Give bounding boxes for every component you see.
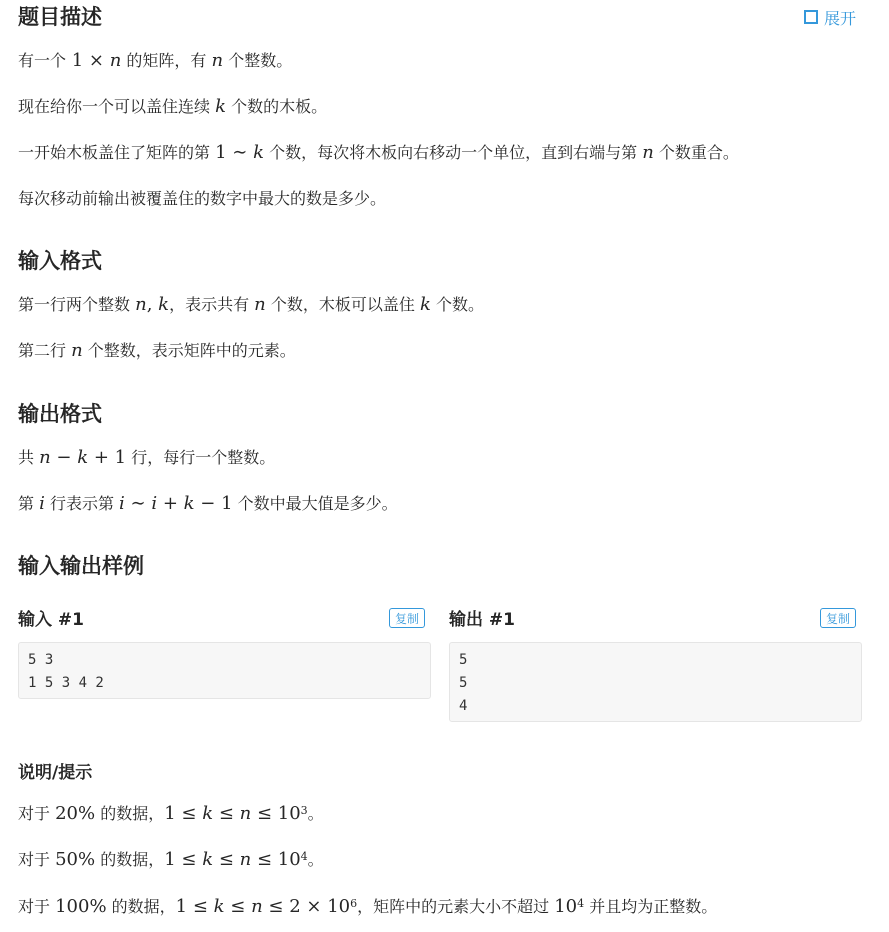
description-line-3: 一开始木板盖住了矩阵的第 1 ∼ k 个数，每次将木板向右移动一个单位，直到右端与第 n 个数重合。 <box>18 142 739 163</box>
output-format-line-2: 第 i 行表示第 i ∼ i + k − 1 个数中最大值是多少。 <box>18 493 398 514</box>
input-format-heading: 输入格式 <box>18 249 102 273</box>
description-line-2: 现在给你一个可以盖住连续 k 个数的木板。 <box>18 96 328 117</box>
sample-output-box[interactable]: 5 5 4 <box>449 642 862 722</box>
copy-input-button[interactable]: 复制 <box>389 608 425 628</box>
hint-line-2: 对于 50% 的数据，$1 \le k \le n \le 10^4$。 <box>18 849 324 870</box>
output-format-heading: 输出格式 <box>18 402 102 426</box>
description-line-1: 有一个 1 × n 的矩阵，有 n 个整数。 <box>18 50 293 71</box>
output-format-line-1: 共 n − k + 1 行，每行一个整数。 <box>18 447 276 468</box>
description-line-4: 每次移动前输出被覆盖住的数字中最大的数是多少。 <box>18 189 387 208</box>
input-format-line-1: 第一行两个整数 n, k，表示共有 n 个数，木板可以盖住 k 个数。 <box>18 294 484 315</box>
hints-heading: 说明/提示 <box>18 763 93 783</box>
samples-heading: 输入输出样例 <box>18 554 144 578</box>
description-heading: 题目描述 <box>18 5 102 29</box>
expand-button[interactable] <box>803 4 856 30</box>
expand-label: 展开 <box>824 8 857 28</box>
sample-input-label: 输入 #1 <box>18 610 84 630</box>
hint-line-1: 对于 20% 的数据，$1 \le k \le n \le 10^3$。 <box>18 803 324 824</box>
copy-output-button[interactable]: 复制 <box>820 608 856 628</box>
hint-line-3: 对于 100% 的数据，$1 \le k \le n \le 2 \times 10^6$，矩阵中的元素大小不超过 $10^4$ 并且均为正整数。 <box>18 896 718 917</box>
sample-output-label: 输出 #1 <box>449 610 515 630</box>
input-format-line-2: 第二行 n 个整数，表示矩阵中的元素。 <box>18 340 296 361</box>
expand-icon <box>803 9 819 25</box>
sample-input-box[interactable]: 5 3 1 5 3 4 2 <box>18 642 431 699</box>
